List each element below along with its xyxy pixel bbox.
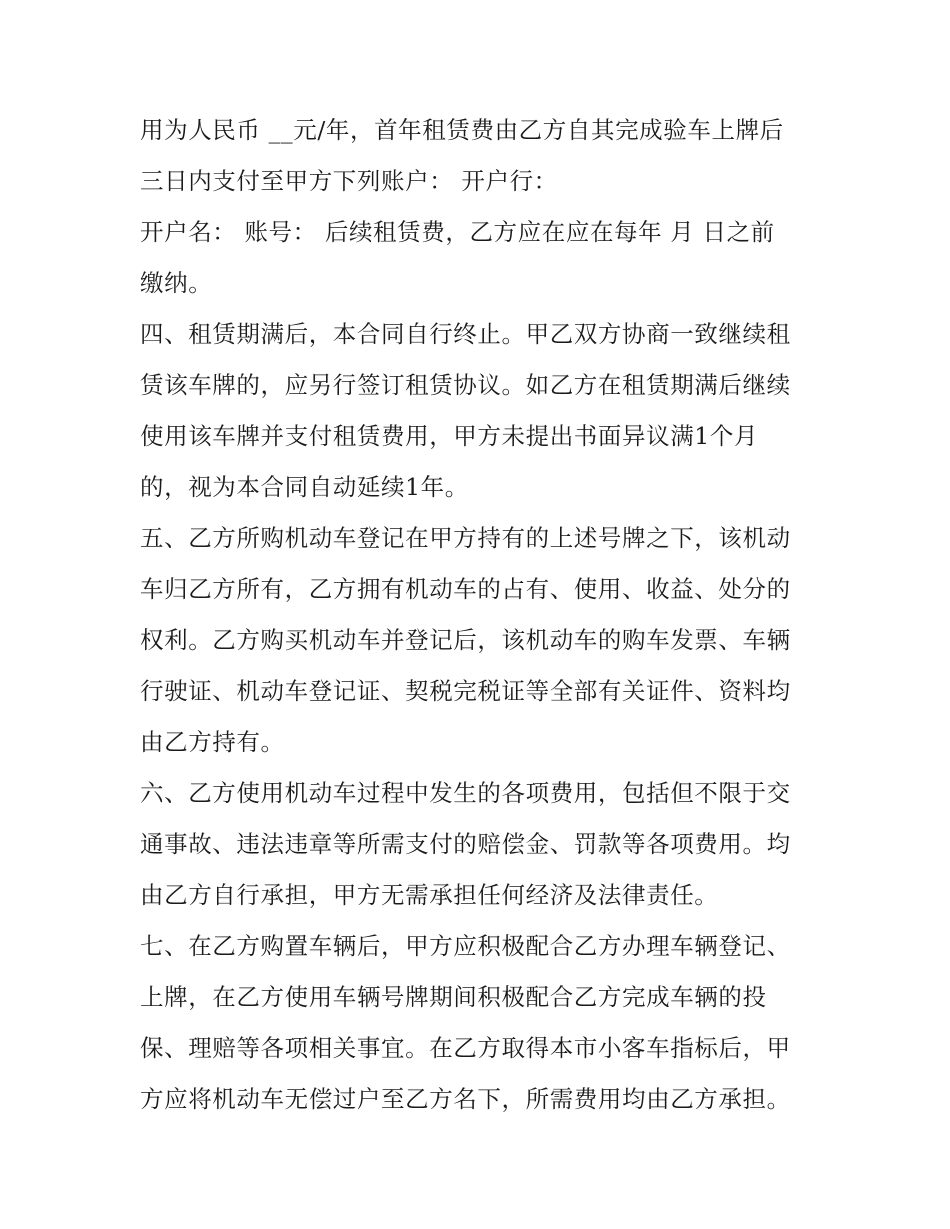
- text-line: 四、租赁期满后，本合同自行终止。甲乙双方协商一致继续租: [140, 320, 791, 348]
- text-line: 三日内支付至甲方下列账户： 开户行：: [140, 167, 558, 195]
- text-line: 通事故、违法违章等所需支付的赔偿金、罚款等各项费用。均: [140, 830, 791, 858]
- text-line: 开户名： 账号： 后续租赁费，乙方应在应在每年 月 日之前: [140, 218, 775, 246]
- text-line: 由乙方持有。: [140, 728, 285, 756]
- text-line: 缴纳。: [140, 269, 213, 297]
- text-line: 七、在乙方购置车辆后，甲方应积极配合乙方办理车辆登记、: [140, 932, 791, 960]
- text-line: 的，视为本合同自动延续1年。: [140, 473, 469, 501]
- text-line: 赁该车牌的，应另行签订租赁协议。如乙方在租赁期满后继续: [140, 371, 791, 399]
- document-body: [140, 105, 820, 1125]
- text-line: 用为人民币 __元/年，首年租赁费由乙方自其完成验车上牌后: [140, 116, 784, 144]
- text-line: 五、乙方所购机动车登记在甲方持有的上述号牌之下，该机动: [140, 524, 791, 552]
- text-line: 六、乙方使用机动车过程中发生的各项费用，包括但不限于交: [140, 779, 791, 807]
- text-line: 权利。乙方购买机动车并登记后，该机动车的购车发票、车辆: [140, 626, 791, 654]
- text-line: 保、理赔等各项相关事宜。在乙方取得本市小客车指标后，甲: [140, 1034, 791, 1062]
- text-line: 行驶证、机动车登记证、契税完税证等全部有关证件、资料均: [140, 677, 791, 705]
- text-line: 车归乙方所有，乙方拥有机动车的占有、使用、收益、处分的: [140, 575, 791, 603]
- text-line: 使用该车牌并支付租赁费用，甲方未提出书面异议满1个月: [140, 422, 759, 450]
- text-line: 由乙方自行承担，甲方无需承担任何经济及法律责任。: [140, 881, 719, 909]
- text-line: 上牌，在乙方使用车辆号牌期间积极配合乙方完成车辆的投: [140, 983, 767, 1011]
- text-line: 方应将机动车无偿过户至乙方名下，所需费用均由乙方承担。: [140, 1085, 791, 1113]
